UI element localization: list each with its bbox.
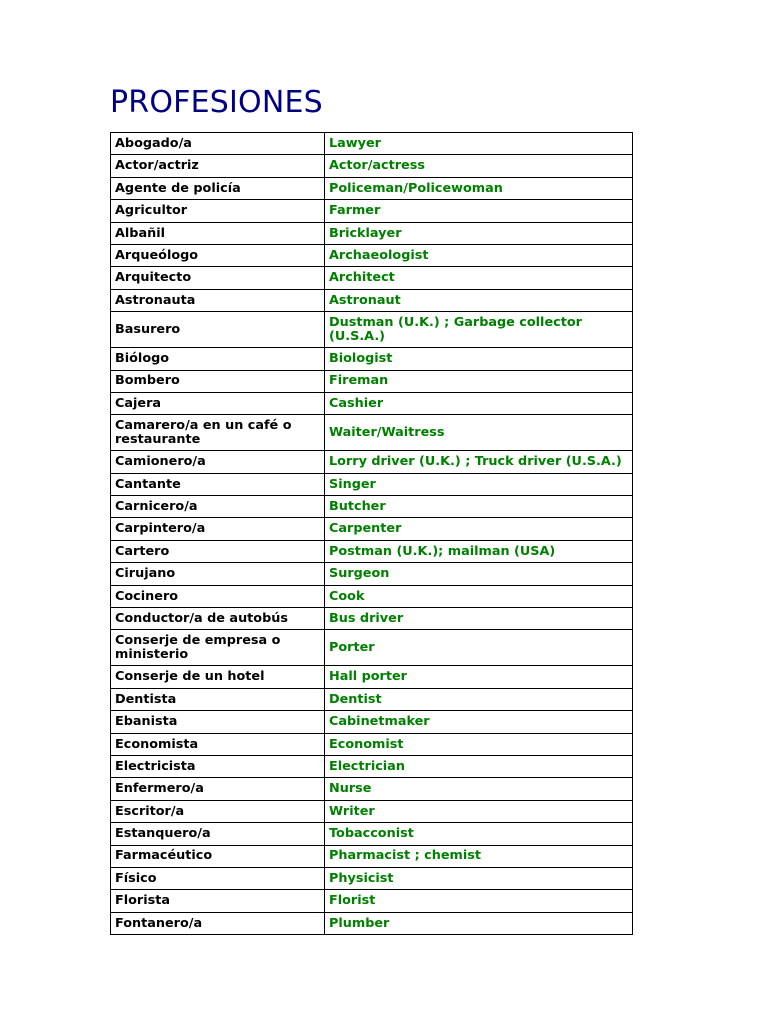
table-row (111, 845, 633, 867)
spanish-term-cell: Electricista (111, 755, 325, 777)
professions-table-body (111, 133, 633, 935)
english-term-cell: Fireman (325, 370, 633, 392)
table-row (111, 392, 633, 414)
english-term-cell: Pharmacist ; chemist (325, 845, 633, 867)
spanish-term-cell: Cocinero (111, 585, 325, 607)
english-term-cell: Bus driver (325, 608, 633, 630)
english-term-cell: Physicist (325, 867, 633, 889)
english-term-cell: Tobacconist (325, 823, 633, 845)
spanish-term-cell: Conductor/a de autobús (111, 608, 325, 630)
spanish-term-cell: Cajera (111, 392, 325, 414)
table-row (111, 666, 633, 688)
english-term-cell: Dentist (325, 688, 633, 710)
table-row (111, 415, 633, 451)
table-row (111, 823, 633, 845)
spanish-term-cell: Albañil (111, 222, 325, 244)
english-term-cell: Nurse (325, 778, 633, 800)
table-row (111, 540, 633, 562)
table-row (111, 370, 633, 392)
spanish-term-cell: Carnicero/a (111, 496, 325, 518)
table-row (111, 755, 633, 777)
spanish-term-cell: Abogado/a (111, 133, 325, 155)
table-row (111, 348, 633, 370)
professions-table (110, 132, 633, 935)
spanish-term-cell: Arqueólogo (111, 244, 325, 266)
english-term-cell: Cook (325, 585, 633, 607)
english-term-cell: Hall porter (325, 666, 633, 688)
english-term-cell: Bricklayer (325, 222, 633, 244)
english-term-cell: Writer (325, 800, 633, 822)
english-term-cell: Lorry driver (U.K.) ; Truck driver (U.S.A.) (325, 451, 633, 473)
spanish-term-cell: Biólogo (111, 348, 325, 370)
spanish-term-cell: Basurero (111, 312, 325, 348)
english-term-cell: Plumber (325, 912, 633, 934)
english-term-cell: Carpenter (325, 518, 633, 540)
spanish-term-cell: Arquitecto (111, 267, 325, 289)
english-term-cell: Economist (325, 733, 633, 755)
english-term-cell: Surgeon (325, 563, 633, 585)
english-term-cell: Butcher (325, 496, 633, 518)
table-row (111, 496, 633, 518)
table-row (111, 200, 633, 222)
spanish-term-cell: Fontanero/a (111, 912, 325, 934)
spanish-term-cell: Cirujano (111, 563, 325, 585)
english-term-cell: Dustman (U.K.) ; Garbage collector (U.S.A.) (325, 312, 633, 348)
table-row (111, 222, 633, 244)
spanish-term-cell: Ebanista (111, 711, 325, 733)
english-term-cell: Archaeologist (325, 244, 633, 266)
spanish-term-cell: Físico (111, 867, 325, 889)
english-term-cell: Cashier (325, 392, 633, 414)
spanish-term-cell: Farmacéutico (111, 845, 325, 867)
english-term-cell: Porter (325, 630, 633, 666)
english-term-cell: Singer (325, 473, 633, 495)
spanish-term-cell: Conserje de un hotel (111, 666, 325, 688)
english-term-cell: Lawyer (325, 133, 633, 155)
spanish-term-cell: Dentista (111, 688, 325, 710)
table-row (111, 630, 633, 666)
english-term-cell: Cabinetmaker (325, 711, 633, 733)
table-row (111, 608, 633, 630)
page-title: PROFESIONES (110, 85, 323, 120)
spanish-term-cell: Camionero/a (111, 451, 325, 473)
table-row (111, 473, 633, 495)
english-term-cell: Architect (325, 267, 633, 289)
table-row (111, 688, 633, 710)
spanish-term-cell: Escritor/a (111, 800, 325, 822)
english-term-cell: Policeman/Policewoman (325, 177, 633, 199)
english-term-cell: Florist (325, 890, 633, 912)
table-row (111, 244, 633, 266)
table-row (111, 177, 633, 199)
table-row (111, 778, 633, 800)
english-term-cell: Astronaut (325, 289, 633, 311)
table-row (111, 451, 633, 473)
table-row (111, 711, 633, 733)
table-row (111, 890, 633, 912)
english-term-cell: Actor/actress (325, 155, 633, 177)
table-row (111, 155, 633, 177)
english-term-cell: Postman (U.K.); mailman (USA) (325, 540, 633, 562)
spanish-term-cell: Enfermero/a (111, 778, 325, 800)
spanish-term-cell: Economista (111, 733, 325, 755)
spanish-term-cell: Camarero/a en un café o restaurante (111, 415, 325, 451)
table-row (111, 289, 633, 311)
english-term-cell: Electrician (325, 755, 633, 777)
spanish-term-cell: Florista (111, 890, 325, 912)
spanish-term-cell: Agricultor (111, 200, 325, 222)
spanish-term-cell: Astronauta (111, 289, 325, 311)
table-row (111, 312, 633, 348)
spanish-term-cell: Agente de policía (111, 177, 325, 199)
english-term-cell: Waiter/Waitress (325, 415, 633, 451)
table-row (111, 133, 633, 155)
table-row (111, 563, 633, 585)
english-term-cell: Biologist (325, 348, 633, 370)
spanish-term-cell: Cantante (111, 473, 325, 495)
table-row (111, 733, 633, 755)
table-row (111, 867, 633, 889)
english-term-cell: Farmer (325, 200, 633, 222)
spanish-term-cell: Conserje de empresa o ministerio (111, 630, 325, 666)
spanish-term-cell: Cartero (111, 540, 325, 562)
spanish-term-cell: Bombero (111, 370, 325, 392)
table-row (111, 912, 633, 934)
spanish-term-cell: Actor/actriz (111, 155, 325, 177)
table-row (111, 800, 633, 822)
table-row (111, 518, 633, 540)
spanish-term-cell: Carpintero/a (111, 518, 325, 540)
table-row (111, 267, 633, 289)
table-row (111, 585, 633, 607)
spanish-term-cell: Estanquero/a (111, 823, 325, 845)
